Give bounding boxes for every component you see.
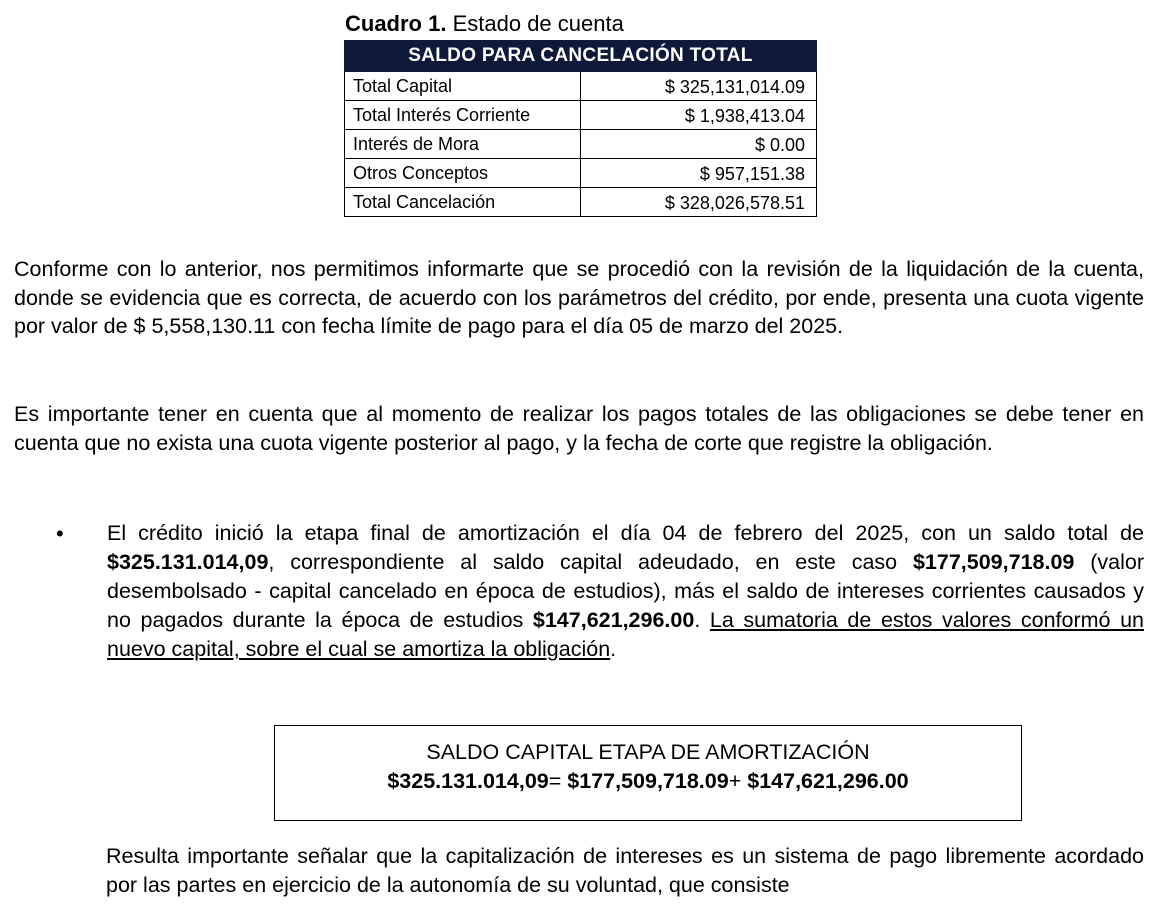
- bullet-text: [107, 519, 1144, 664]
- row-value: $ 957,151.38: [581, 159, 817, 188]
- paragraph-payment-note: Es importante tener en cuenta que al momento de realizar los pagos totales de las obligaciones se debe tener en cuenta que no exista una cuota vigente posterior al pago, y la fecha de corte que registre la obligación.: [14, 402, 1144, 455]
- bullet-text-part: .: [694, 608, 710, 632]
- table-row: [345, 101, 817, 130]
- account-statement-table: [344, 40, 817, 217]
- row-value: $ 1,938,413.04: [581, 101, 817, 130]
- paragraph-capitalization: Resulta importante señalar que la capitalización de intereses es un sistema de pago libremente acordado por las partes en ejercicio de la autonomía de su voluntad, que consiste: [106, 844, 1144, 897]
- row-label: Otros Conceptos: [345, 159, 581, 188]
- table-row: [345, 188, 817, 217]
- bullet-icon: •: [56, 521, 64, 546]
- box-plus: +: [728, 769, 748, 793]
- box-total: $325.131.014,09: [387, 769, 549, 793]
- table-row: [345, 159, 817, 188]
- row-value: $ 0.00: [581, 130, 817, 159]
- table-row: [345, 130, 817, 159]
- table-caption: [345, 10, 624, 38]
- bullet-text-part: (valor desembolsado - capital cancelado en época de estudios), más el saldo de intereses corrientes causados y no pagados durante la época de estudios: [107, 550, 1144, 632]
- box-part-interest: $147,621,296.00: [747, 769, 909, 793]
- bullet-text-part: .: [610, 637, 617, 661]
- row-label: Total Interés Corriente: [345, 101, 581, 130]
- box-title: SALDO CAPITAL ETAPA DE AMORTIZACIÓN: [426, 740, 870, 764]
- bullet-underlined-text: La sumatoria de estos valores conformó un nuevo capital, sobre el cual se amortiza la obligación: [107, 608, 1145, 661]
- box-formula: [275, 767, 1021, 796]
- amortization-capital-box: [274, 725, 1022, 821]
- table-row: [345, 72, 817, 101]
- bullet-text-part: , correspondiente al saldo capital adeudado, en este caso: [268, 550, 913, 574]
- box-equals: =: [548, 769, 568, 793]
- caption-label: Cuadro 1.: [345, 11, 447, 36]
- row-value: $ 325,131,014.09: [581, 72, 817, 101]
- bullet-text-part: El crédito inició la etapa final de amortización el día 04 de febrero del 2025, con un saldo total de: [107, 521, 1144, 545]
- paragraph-liquidation-review: Conforme con lo anterior, nos permitimos informarte que se procedió con la revisión de la liquidación de la cuenta, donde se evidencia que es correcta, de acuerdo con los parámetros del crédito, por ende, presenta una cuota vigente por valor de $ 5,558,130.11 con fecha límite de pago para el día 05 de marzo del 2025.: [14, 257, 1144, 338]
- box-part-capital: $177,509,718.09: [567, 769, 729, 793]
- bullet-amount-total: $325.131.014,09: [107, 550, 269, 574]
- bullet-amount-capital: $177,509,718.09: [912, 550, 1075, 574]
- bullet-amount-interest: $147,621,296.00: [532, 608, 695, 632]
- row-value: $ 328,026,578.51: [581, 188, 817, 217]
- row-label: Total Cancelación: [345, 188, 581, 217]
- caption-title: Estado de cuenta: [452, 11, 624, 36]
- table-header: SALDO PARA CANCELACIÓN TOTAL: [345, 41, 817, 72]
- row-label: Interés de Mora: [345, 130, 581, 159]
- row-label: Total Capital: [345, 72, 581, 101]
